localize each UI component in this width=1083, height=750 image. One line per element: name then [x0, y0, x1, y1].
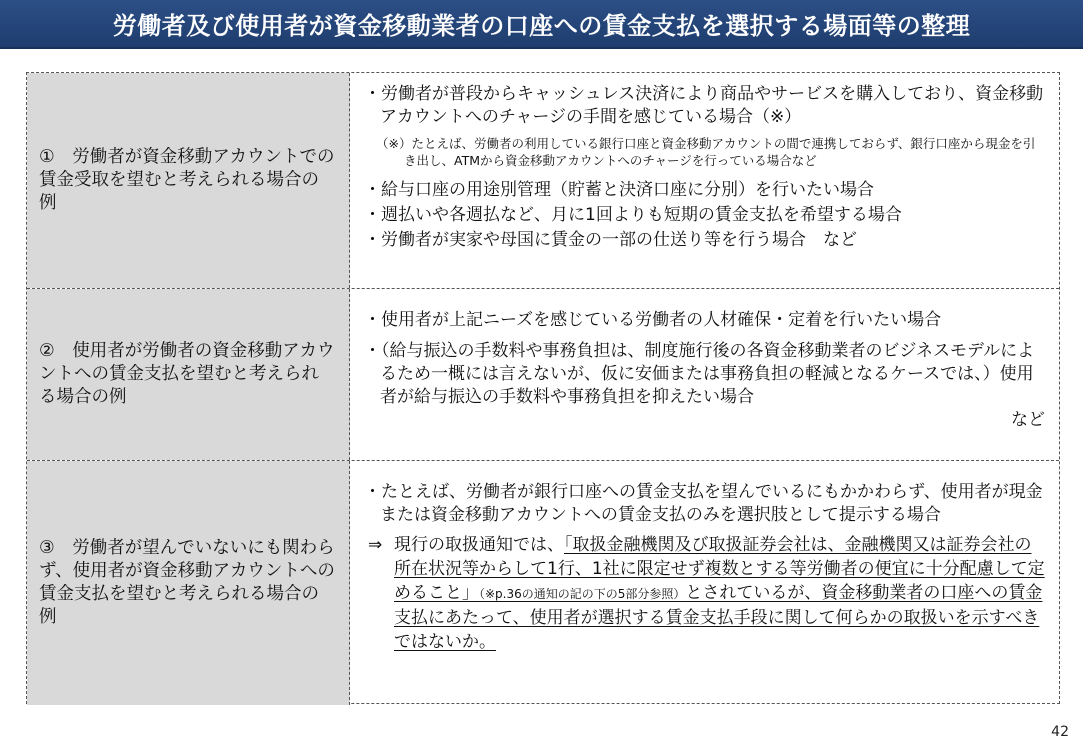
summary-table: [26, 72, 1060, 704]
case-label-text: ② 使用者が労働者の資金移動アカウントへの賃金支払を望むと考えられる場合の例: [39, 341, 335, 407]
footnote: （※）たとえば、労働者の利用している銀行口座と資金移動アカウントの間で連携しておらず、銀行口座から現金を引き出し、ATMから資金移動アカウントへのチャージを行っている場合など: [376, 136, 1036, 168]
case-content: [350, 461, 1059, 705]
arrow-icon: ⇒: [368, 535, 383, 555]
list-item: ・使用者が上記ニーズを感じている労働者の人材確保・定着を行いたい場合: [364, 310, 942, 330]
page-number: 42: [1051, 724, 1069, 740]
policy-note: [364, 533, 1045, 654]
case-label-text: ③ 労働者が望んでいないにも関わらず、使用者が資金移動アカウントへの賃金支払を望むと考えられる場合の例: [39, 538, 335, 627]
list-item: ・週払いや各週払など、月に1回よりも短期の賃金支払を希望する場合: [364, 205, 902, 225]
case-label: [27, 461, 350, 705]
case-label: [27, 289, 350, 460]
policy-note-lead: 現行の取扱通知では、: [394, 535, 564, 555]
list-item: ・給与口座の用途別管理（貯蓄と決済口座に分別）を行いたい場合: [364, 180, 874, 200]
reference-note: （※p.36の通知の記の下の5部分参照）: [479, 587, 686, 601]
table-row: [27, 460, 1059, 705]
case-content: [350, 73, 1059, 288]
case-label: [27, 73, 350, 288]
case-content: [350, 289, 1059, 460]
list-item: ・労働者が実家や母国に賃金の一部の仕送り等を行う場合 など: [364, 230, 857, 250]
list-item: ・たとえば、労働者が銀行口座への賃金支払を望んでいるにもかかわらず、使用者が現金または資金移動アカウントへの賃金支払のみを選択肢として提示する場合: [364, 482, 1043, 525]
policy-quote: 「取扱金融機関及び取扱証券会社は、金融機関又は証券会社の所在状況等からして1行、1社に限定せず複数とする等労働者の便宜に十分配慮して定めること」: [394, 535, 1045, 603]
list-item: ・（給与振込の手数料や事務負担は、制度施行後の各資金移動業者のビジネスモデルによるため一概には言えないが、仮に安価または事務負担の軽減となるケースでは、）使用者が給与振込の手数料や事務負担を抑えたい場合: [364, 341, 1035, 407]
case-label-text: ① 労働者が資金移動アカウントでの賃金受取を望むと考えられる場合の例: [39, 147, 335, 213]
table-row: [27, 73, 1059, 288]
trailing-text: など: [1011, 410, 1045, 430]
table-row: [27, 288, 1059, 460]
policy-note-conclusion: とされているが、資金移動業者の口座への賃金支払にあたって、使用者が選択する賃金支払手段に関して何らかの取扱いを示すべきではないか。: [394, 583, 1043, 652]
list-item: ・労働者が普段からキャッシュレス決済により商品やサービスを購入しており、資金移動アカウントへのチャージの手間を感じている場合（※）: [364, 84, 1044, 127]
page-title: 労働者及び使用者が資金移動業者の口座への賃金支払を選択する場面等の整理: [0, 0, 1083, 49]
